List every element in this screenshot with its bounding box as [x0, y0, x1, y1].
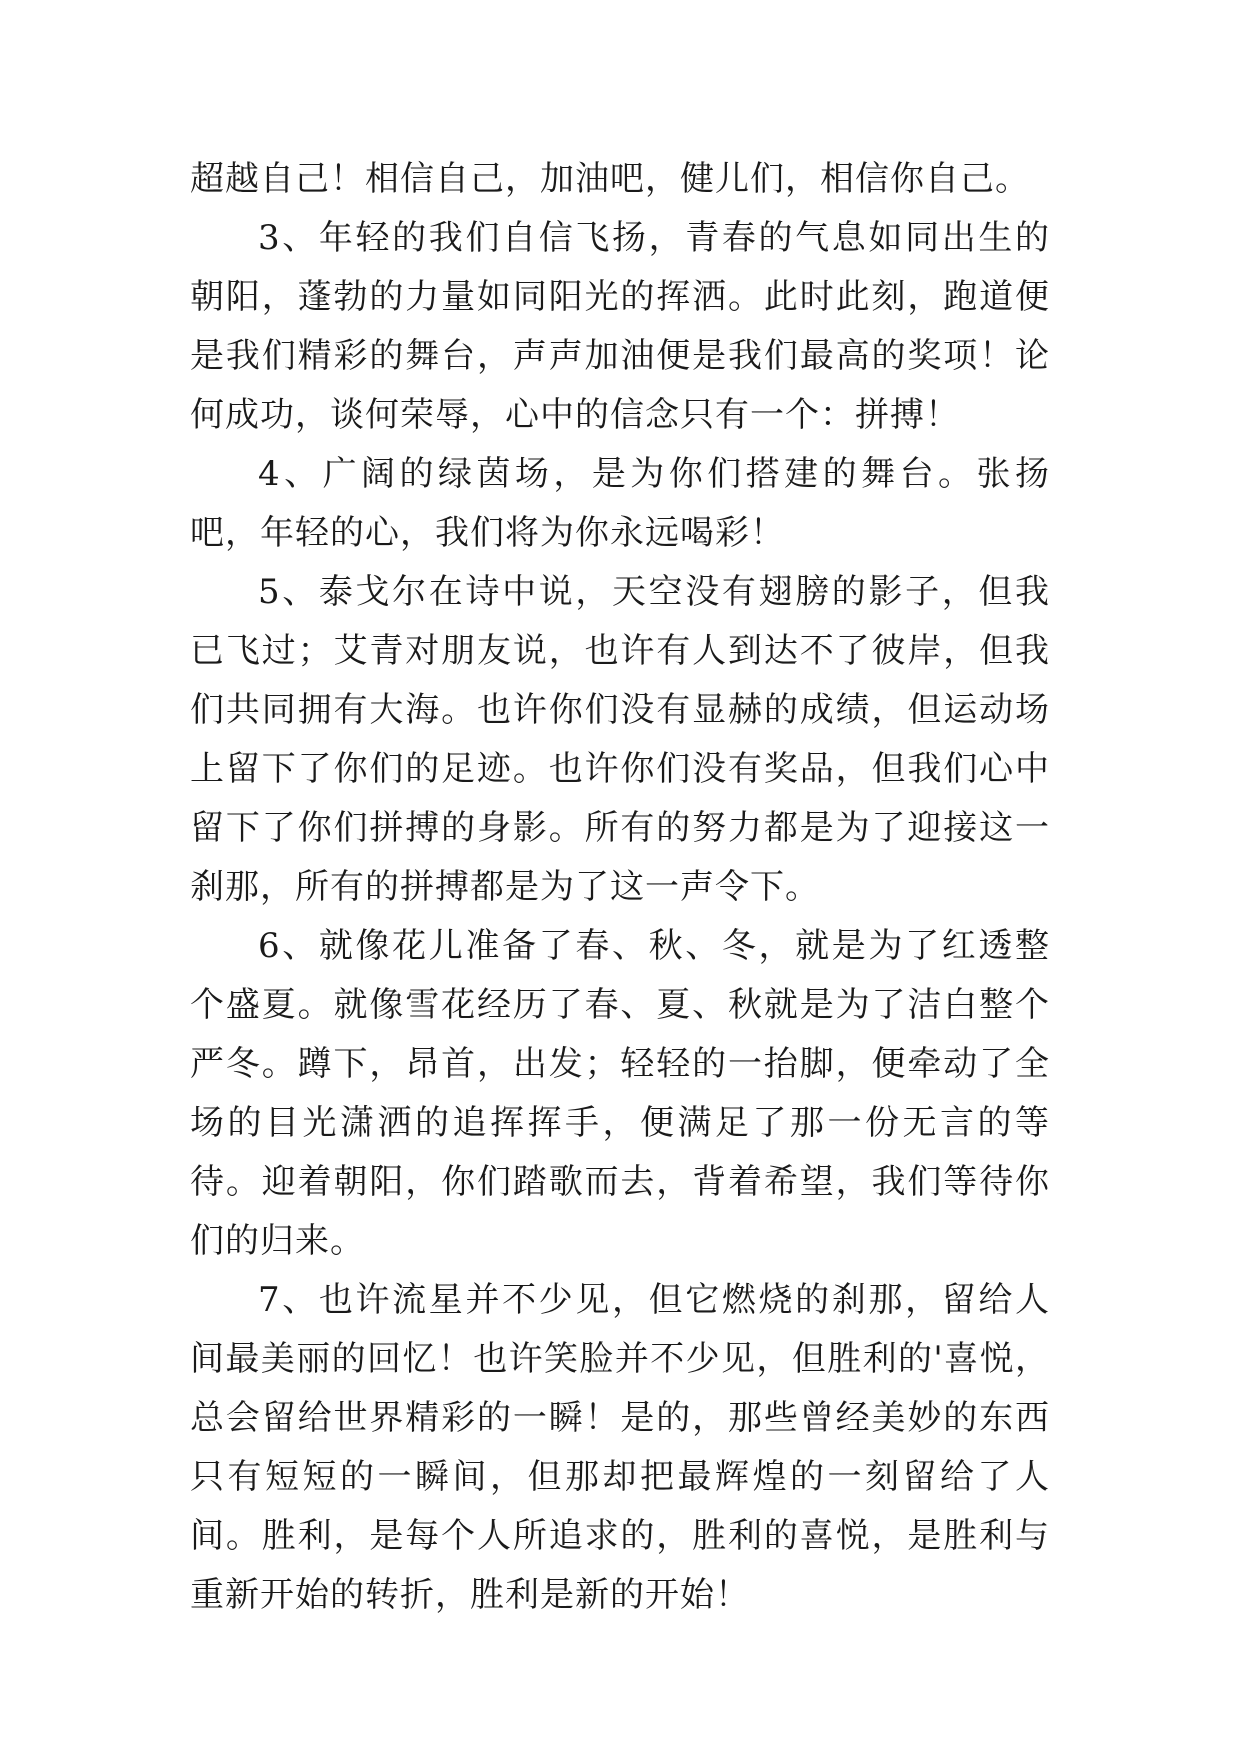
paragraph-item-4: 4、广阔的绿茵场，是为你们搭建的舞台。张扬吧，年轻的心，我们将为你永远喝彩！: [190, 454, 1050, 553]
paragraph-intro-continuation: 超越自己！相信自己，加油吧，健儿们，相信你自己。: [190, 159, 1030, 199]
document-body: [190, 150, 1050, 1625]
paragraph-item-6: 6、就像花儿准备了春、秋、冬，就是为了红透整个盛夏。就像雪花经历了春、夏、秋就是为了洁白整个严冬。蹲下，昂首，出发；轻轻的一抬脚，便牵动了全场的目光潇洒的追挥挥手，便满足了那一份无言的等待。迎着朝阳，你们踏歌而去，背着希望，我们等待你们的归来。: [190, 926, 1050, 1261]
paragraph-item-3: 3、年轻的我们自信飞扬，青春的气息如同出生的朝阳，蓬勃的力量如同阳光的挥洒。此时此刻，跑道便是我们精彩的舞台，声声加油便是我们最高的奖项！论何成功，谈何荣辱，心中的信念只有一个：拼搏！: [190, 218, 1050, 435]
paragraph-item-5: 5、泰戈尔在诗中说，天空没有翅膀的影子，但我已飞过；艾青对朋友说，也许有人到达不了彼岸，但我们共同拥有大海。也许你们没有显赫的成绩，但运动场上留下了你们的足迹。也许你们没有奖品，但我们心中留下了你们拼搏的身影。所有的努力都是为了迎接这一刹那，所有的拼搏都是为了这一声令下。: [190, 572, 1050, 907]
paragraph-item-7: 7、也许流星并不少见，但它燃烧的刹那，留给人间最美丽的回忆！也许笑脸并不少见，但胜利的'喜悦，总会留给世界精彩的一瞬！是的，那些曾经美妙的东西只有短短的一瞬间，但那却把最辉煌的一刻留给了人间。胜利，是每个人所追求的，胜利的喜悦，是胜利与重新开始的转折，胜利是新的开始！: [190, 1280, 1050, 1615]
